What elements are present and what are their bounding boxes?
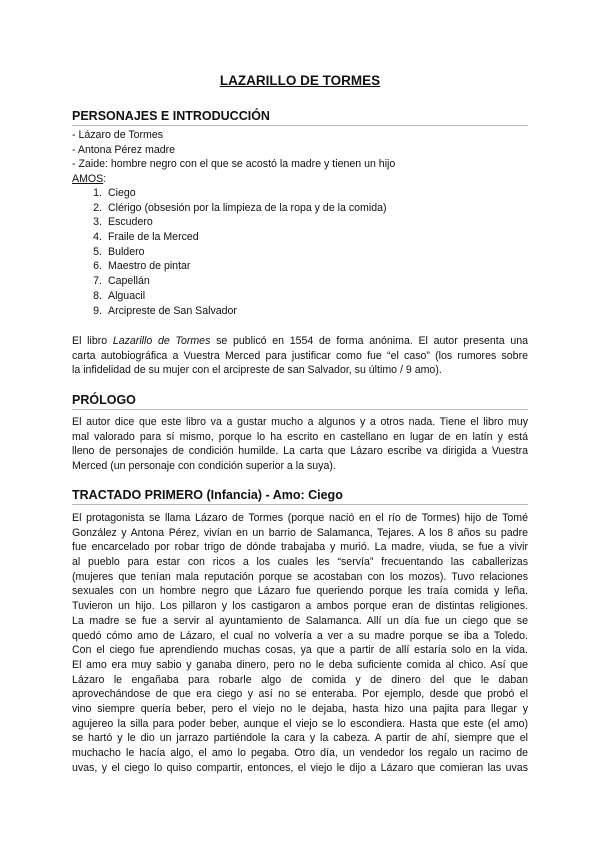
amo-number: 1.: [93, 187, 102, 199]
amo-name: Arcipreste de San Salvador: [108, 304, 237, 317]
character-item: - Antona Pérez madre: [72, 143, 176, 156]
tractado-line: al pueblo para estar con ricos a los cuales les “servía” frecuentando las caballerizas: [72, 556, 528, 569]
book-title: Lazarillo de Tormes: [112, 335, 211, 347]
character-item: - Zaide: hombre negro con el que se acostó la madre y tienen un hijo: [72, 158, 396, 171]
amo-number: 8.: [93, 289, 102, 302]
character-list: [72, 128, 528, 187]
prologo-line: lleno de personajes de condición humilde. La carta que Lázaro escribe va dirigida a Vuestra: [72, 445, 528, 458]
amo-item: [72, 186, 528, 201]
amo-name: Buldero: [108, 245, 145, 258]
prologo-paragraph: [72, 415, 528, 474]
amos-label-line: [72, 172, 528, 187]
tractado-line: El amo era muy sabio y ganaba dinero, pero no le deba suficiente comida al chico. Así que: [72, 658, 528, 671]
intro-text: El libro: [72, 335, 113, 347]
tractado-line: quedó cómo amo de Lázaro, el cual no volvería a ver a su madre porque se iba a Toledo.: [72, 629, 528, 642]
amo-item: [72, 259, 528, 274]
amo-name: Clérigo (obsesión por la limpieza de la ropa y de la comida): [108, 201, 387, 214]
amo-number: 5.: [93, 245, 102, 258]
prologo-line: El autor dice que este libro va a gustar mucho a algunos y a otros nada. Tiene el libro muy: [72, 416, 528, 428]
amo-number: 4.: [93, 231, 102, 244]
prologo-line: mal valorado para sí mismo, porque lo ha escrito en castellano en lugar de en latín y está: [72, 430, 528, 443]
document-title: LAZARILLO DE TORMES: [219, 73, 381, 88]
tractado-line: Lázaro le engañaba para robarle algo de comida y de dinero del que le daban: [72, 673, 528, 686]
amo-item: [72, 201, 528, 216]
amo-name: Ciego: [108, 187, 136, 199]
tractado-line: Con el ciego fue aprendiendo muchas cosas, ya que a partir de allí estaría solo en la vida.: [72, 644, 528, 657]
amo-name: Maestro de pintar: [108, 260, 191, 273]
amos-label: AMOS: [72, 173, 104, 186]
tractado-line: Tuvieron un hijo. Los pillaron y los castigaron a ambos porque eran de distintas religiones.: [72, 600, 528, 613]
amo-item: [72, 274, 528, 289]
tractado-line: fue encarcelado por robar trigo de dónde trabajaba y murió. La madre, viuda, se fue a vivir: [72, 541, 528, 554]
tractado-line: González y Antona Pérez, vivían en un barrio de Salamanca, Tejares. A los 8 años su padre: [72, 526, 528, 539]
intro-paragraph: [72, 334, 528, 378]
tractado-line: El protagonista se llama Lázaro de Tormes (porque nació en el río de Tormes) hijo de Tomé: [72, 512, 528, 524]
amo-name: Capellán: [108, 275, 150, 288]
amo-item: [72, 230, 528, 245]
amo-name: Fraile de la Merced: [108, 231, 199, 244]
intro-line-1: [72, 334, 528, 349]
intro-line-3: la infidelidad de su mujer con el arcipreste de san Salvador, su último / 9 amo).: [72, 364, 442, 377]
amo-number: 9.: [93, 304, 102, 317]
tractado-line: se hartó y le dio un jarrazo partiéndole la cara y la cabeza. A partir de ahí, siempre que el: [72, 732, 528, 745]
heading-prologo: PRÓLOGO: [72, 393, 528, 410]
tractado-line: muchacho le hacía algo, el amo lo pegaba. Otro día, un vendedor los regalo un racimo de: [72, 747, 528, 759]
amo-item: [72, 215, 528, 230]
tractado-line: (mujeres que tenían mala reputación porque se acostaban con los mozos). Tuvo relaciones: [72, 570, 528, 583]
tractado-line: uvas, y el ciego lo quiso compartir, entonces, el viejo le dijo a Lázaro que comieran las uvas: [72, 761, 528, 774]
intro-text: se publicó en 1554 de forma anónima. El autor presenta una: [210, 335, 528, 347]
amo-number: 3.: [93, 216, 102, 229]
tractado-line: agujereo la silla para poder beber, aunque el viejo se lo escondiera. Hasta que este (el amo): [72, 717, 528, 730]
amo-item: [72, 304, 528, 319]
amo-name: Escudero: [108, 216, 153, 229]
tractado-line: aprovechándose de que era ciego y así no se enteraba. Por ejemplo, desde que probó el: [72, 688, 528, 701]
amo-number: 2.: [93, 201, 102, 214]
tractado-paragraph: [72, 511, 528, 775]
amos-colon: :: [103, 173, 107, 186]
amo-item: [72, 245, 528, 260]
amo-item: [72, 289, 528, 304]
amos-list: [72, 186, 528, 318]
character-item: - Lázaro de Tormes: [72, 129, 164, 141]
amo-name: Alguacil: [108, 289, 146, 302]
amo-number: 6.: [93, 260, 102, 273]
prologo-line: Merced (un personaje con condición superior a la suya).: [72, 460, 336, 473]
amo-number: 7.: [93, 275, 102, 288]
heading-personajes: PERSONAJES E INTRODUCCIÓN: [72, 109, 528, 126]
heading-tractado-primero: TRACTADO PRIMERO (Infancia) - Amo: Ciego: [72, 488, 528, 505]
tractado-line: La madre se fue a servir al ayuntamiento de Salamanca. Allí un día fue un ciego que se: [72, 614, 528, 627]
tractado-line: sexuales con un hombre negro que Lázaro fue queriendo porque les traía comida y leña.: [72, 585, 528, 598]
intro-line-2: carta autobiográfica a Vuestra Merced para justificar como fue “el caso” (los rumores sobre: [72, 349, 528, 362]
tractado-line: vino siempre quería beber, pero el viejo no le dejaba, hasta hizo una pajita para llegar y: [72, 702, 528, 715]
